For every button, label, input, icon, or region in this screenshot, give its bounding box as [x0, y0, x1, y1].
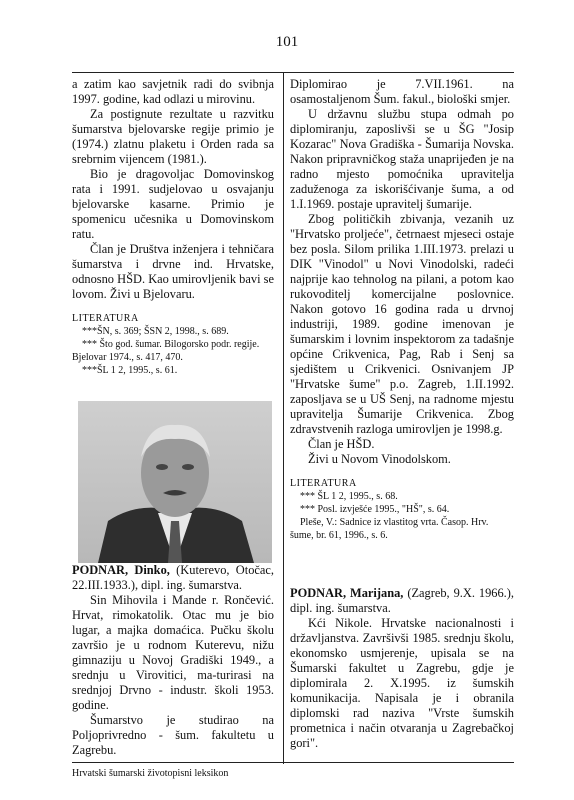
paragraph: Živi u Novom Vinodolskom.	[308, 452, 451, 466]
literature-block	[290, 477, 514, 542]
paragraph: Član je HŠD.	[308, 437, 375, 451]
paragraph: Kći Nikole. Hrvatske nacionalnosti i državljanstva. Završivši 1985. srednju školu, ekonomsko usmjerenje, upisala se na Šumarski fakultet u Zagrebu, gdje je diplomirala 2. X.1995. iz šumskih komunikacija. Napisala je i obranila diplomski rad naziva "Vrste šumskih prometnica i način otvaranja u Zagrebačkoj gori".	[290, 616, 514, 750]
portrait-photo	[78, 401, 272, 563]
entry-heading	[290, 586, 514, 616]
entry-subtitle: (Kuterevo, Otočac, 22.III.1933.), dipl. ing. šumarstva.	[72, 563, 274, 592]
page-number: 101	[275, 34, 299, 50]
paragraph: Zbog političkih zbivanja, vezanih uz "Hrvatsko proljeće", četrnaest mjeseci ostaje bez posla. Silom prilika 1.III.1973. prelazi u DIK "Vinodol" u Novi Vinodolski, radeći najprije kao tehnolog na pilani, a potom kao rukovoditelj komercijalne poslovnice. Nakon gotovo 16 godina rada u drvnoj industriji, 1989. godine imenovan je šumarskim i lovnim inspektorom za tadašnje općine Crikvenica, Pag, Rab i Senj sa sjedištem u Crikvenici. Osnivanjem JP "Hrvatske šume" p.o. Zagreb, 1.II.1992. zaposljava se u UŠ Senj, na radnome mjestu upravitelja Šumarije Crikvenica. Zbog zdravstvenih razloga umirovljen je 1998.g.	[290, 212, 514, 436]
entry-name: PODNAR, Marijana,	[290, 586, 404, 600]
bottom-rule	[72, 762, 514, 763]
literature-item: ***ŠL 1 2, 1995., s. 61.	[82, 365, 178, 376]
paragraph: Diplomirao je 7.VII.1961. na osamostaljenom Šum. fakul., biološki smjer.	[290, 77, 514, 106]
right-column	[290, 77, 514, 751]
entry-heading	[72, 563, 274, 593]
literature-block	[72, 312, 274, 377]
paragraph: Šumarstvo je studirao na Poljoprivredno - šum. fakultetu u Zagrebu.	[72, 713, 274, 757]
paragraph: U državnu službu stupa odmah po diplomiranju, zaposlivši se u ŠG "Josip Kozarac" Nova Gradiška - Šumarija Novska. Nakon pripravničkog staža unaprijeđen je na radno mjesto pomoćnika upravitelja zaduženoga za iskorišćivanje šuma, a od 1.I.1969. postaje upravitelj šumarije.	[290, 107, 514, 211]
page-footer: Hrvatski šumarski životopisni leksikon	[72, 768, 229, 779]
literature-item: ***ŠN, s. 369; ŠSN 2, 1998., s. 689.	[82, 326, 229, 337]
entry-subtitle: (Zagreb, 9.X. 1966.), dipl. ing. šumarstva.	[290, 586, 514, 615]
literature-item: Pleše, V.: Sadnice iz vlastitog vrta. Časop. Hrv. šume, br. 61, 1996., s. 6.	[290, 517, 489, 541]
column-divider	[283, 72, 284, 764]
paragraph: Član je Društva inženjera i tehničara šumarstva i drvne ind. Hrvatske, odnosno HŠD. Kao umirovljenik bavi se lovom. Živi u Bjelovaru.	[72, 242, 274, 301]
paragraph: Za postignute rezultate u razvitku šumarstva bjelovarske regije primio je (1974.) zlatnu plaketu i Orden rada sa srebrnim vijencem (1981.).	[72, 107, 274, 166]
top-rule	[72, 72, 514, 73]
paragraph: a zatim kao savjetnik radi do svibnja 1997. godine, kad odlazi u mirovinu.	[72, 77, 274, 106]
literature-item: *** ŠL 1 2, 1995., s. 68.	[300, 491, 398, 502]
literature-item: *** Što god. šumar. Bilogorsko podr. regije. Bjelovar 1974., s. 417, 470.	[72, 339, 260, 363]
literature-heading: LITERATURA	[290, 478, 357, 489]
left-column	[72, 77, 274, 758]
literature-item: *** Posl. izvješće 1995., "HŠ", s. 64.	[300, 504, 450, 515]
literature-heading: LITERATURA	[72, 313, 139, 324]
entry-name: PODNAR, Dinko,	[72, 563, 170, 577]
paragraph: Bio je dragovoljac Domovinskog rata i 1991. sudjelovao u osvajanju bjelovarske kasarne. Primio je spomenicu učesnika u Domovinskom ratu.	[72, 167, 274, 241]
paragraph: Sin Mihovila i Mande r. Rončević. Hrvat, rimokatolik. Otac mu je bio lugar, a majka domaćica. Pučku školu završio je u rodnom Kuterevu, nižu gimnaziju u Novoj Gradiški 1949., a srednju u Virovitici, ma-turirasi na srednjoj Drvno - industr. školi 1953. godine.	[72, 593, 274, 712]
